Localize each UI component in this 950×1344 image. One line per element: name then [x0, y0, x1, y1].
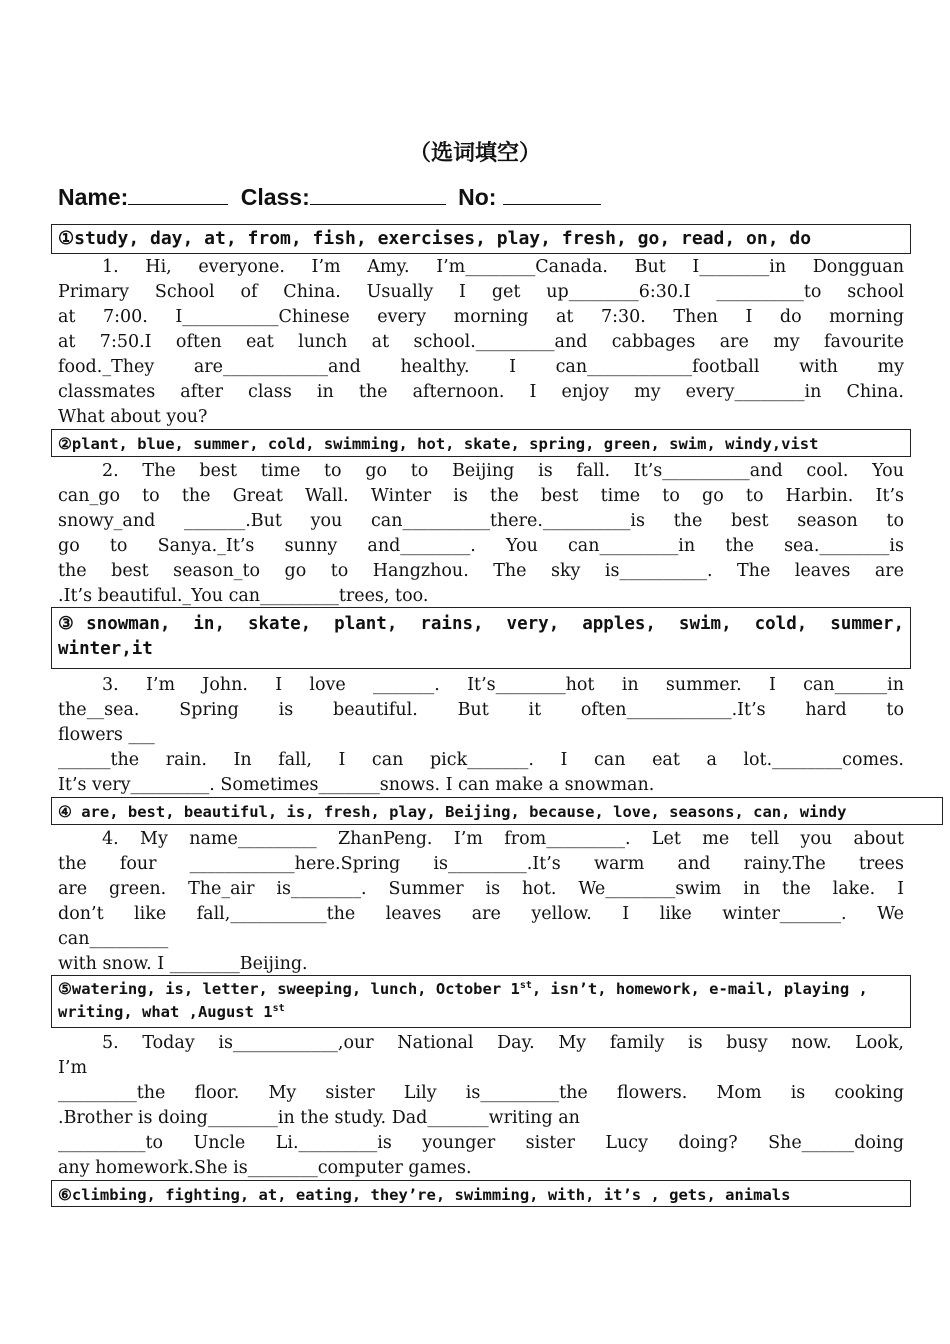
passage-line: 5. Today is____________,our National Day. My family is busy now. Look,	[102, 1033, 904, 1053]
passage-line: 4. My name_________ ZhanPeng. I’m from_________. Let me tell you about	[102, 829, 904, 849]
no-blank[interactable]	[503, 184, 601, 205]
word-bank-5-line2	[58, 1001, 904, 1024]
class-label: Class:	[240, 184, 310, 210]
passage-line: the best season_to go to Hangzhou. The sky is__________. The leaves are	[58, 561, 904, 581]
passage-line: food._They are____________and healthy. I can____________football with my	[58, 357, 904, 377]
passage-line: ______the rain. In fall, I can pick_______. I can eat a lot.________comes.	[58, 750, 904, 770]
passage-line: __________to Uncle Li._________is younger sister Lucy doing? She______doing	[58, 1133, 904, 1153]
passage-line: can_go to the Great Wall. Winter is the best time to go to Harbin. It’s	[58, 486, 904, 506]
passage-line: with snow. I ________Beijing.	[58, 954, 308, 974]
passage-2	[58, 459, 904, 609]
word-bank-4: ④ are, best, beautiful, is, fresh, play, Beijing, because, love, seasons, can, windy	[51, 797, 943, 825]
name-label: Name:	[58, 184, 129, 210]
word-bank-1: ①study, day, at, from, fish, exercises, play, fresh, go, read, on, do	[51, 224, 911, 254]
passage-line: 3. I’m John. I love _______. It’s________hot in summer. I can______in	[102, 675, 904, 695]
passage-line: snowy_and _______.But you can__________there.__________is the best season to	[58, 511, 904, 531]
passage-line: .Brother is doing________in the study. Dad_______writing an	[58, 1108, 580, 1128]
name-blank[interactable]	[128, 184, 228, 205]
passage-line: flowers ___	[58, 725, 155, 745]
word-bank-5-text: ⑤watering, is, letter, sweeping, lunch, October 1	[58, 980, 520, 998]
passage-line: What about you?	[58, 407, 208, 427]
passage-line: at 7:50.I often eat lunch at school._________and cabbages are my favourite	[58, 332, 904, 352]
passage-line: Primary School of China. Usually I get up________6:30.I __________to school	[58, 282, 904, 302]
superscript: st	[519, 979, 532, 991]
passage-line: are green. The_air is________. Summer is hot. We________swim in the lake. I	[58, 879, 904, 899]
word-bank-3	[51, 607, 911, 669]
word-bank-3-line1: ③snowman, in, skate, plant, rains, very, apples, swim, cold, summer,	[58, 614, 904, 634]
passage-line: go to Sanya._It’s sunny and________. You can_________in the sea.________is	[58, 536, 904, 556]
passage-line: It’s very_________. Sometimes_______snows. I can make a snowman.	[58, 775, 655, 795]
passage-line: the__sea. Spring is beautiful. But it often____________.It’s hard to	[58, 700, 904, 720]
passage-line: at 7:00. I___________Chinese every morning at 7:30. Then I do morning	[58, 307, 904, 327]
passage-line: I’m	[58, 1058, 88, 1078]
word-bank-5	[51, 975, 911, 1028]
passage-line: the four ____________here.Spring is_________.It’s warm and rainy.The trees	[58, 854, 904, 874]
passage-line: .It’s beautiful._You can_________trees, too.	[58, 586, 429, 606]
passage-line: can_________	[58, 929, 169, 949]
passage-4	[58, 827, 904, 977]
passage-line: 2. The best time to go to Beijing is fall. It’s__________and cool. You	[102, 461, 904, 481]
passage-line: any homework.She is________computer games.	[58, 1158, 472, 1178]
passage-3	[58, 673, 904, 798]
passage-line: 1. Hi, everyone. I’m Amy. I’m________Canada. But I________in Dongguan	[102, 257, 904, 277]
passage-line: _________the floor. My sister Lily is_________the flowers. Mom is cooking	[58, 1083, 904, 1103]
word-bank-3-line2: winter,it	[58, 639, 153, 659]
passage-1	[58, 255, 904, 430]
student-info-header	[58, 184, 607, 211]
class-blank[interactable]	[310, 184, 446, 205]
superscript: st	[272, 1002, 285, 1014]
word-bank-5-text: writing, what ,August 1	[58, 1003, 273, 1021]
word-bank-5-text: , isn’t, homework, e-mail, playing ,	[531, 980, 868, 998]
passage-line: don’t like fall,___________the leaves are yellow. I like winter_______. We	[58, 904, 904, 924]
word-bank-6: ⑥climbing, fighting, at, eating, they’re, swimming, with, it’s , gets, animals	[51, 1180, 911, 1207]
passage-5	[58, 1031, 904, 1181]
word-bank-2: ②plant, blue, summer, cold, swimming, hot, skate, spring, green, swim, windy,vist	[51, 429, 911, 457]
passage-line: classmates after class in the afternoon. I enjoy my every________in China.	[58, 382, 904, 402]
word-bank-5-line1	[58, 978, 904, 1001]
no-label: No:	[458, 184, 503, 210]
worksheet-title: （选词填空）	[408, 141, 541, 166]
